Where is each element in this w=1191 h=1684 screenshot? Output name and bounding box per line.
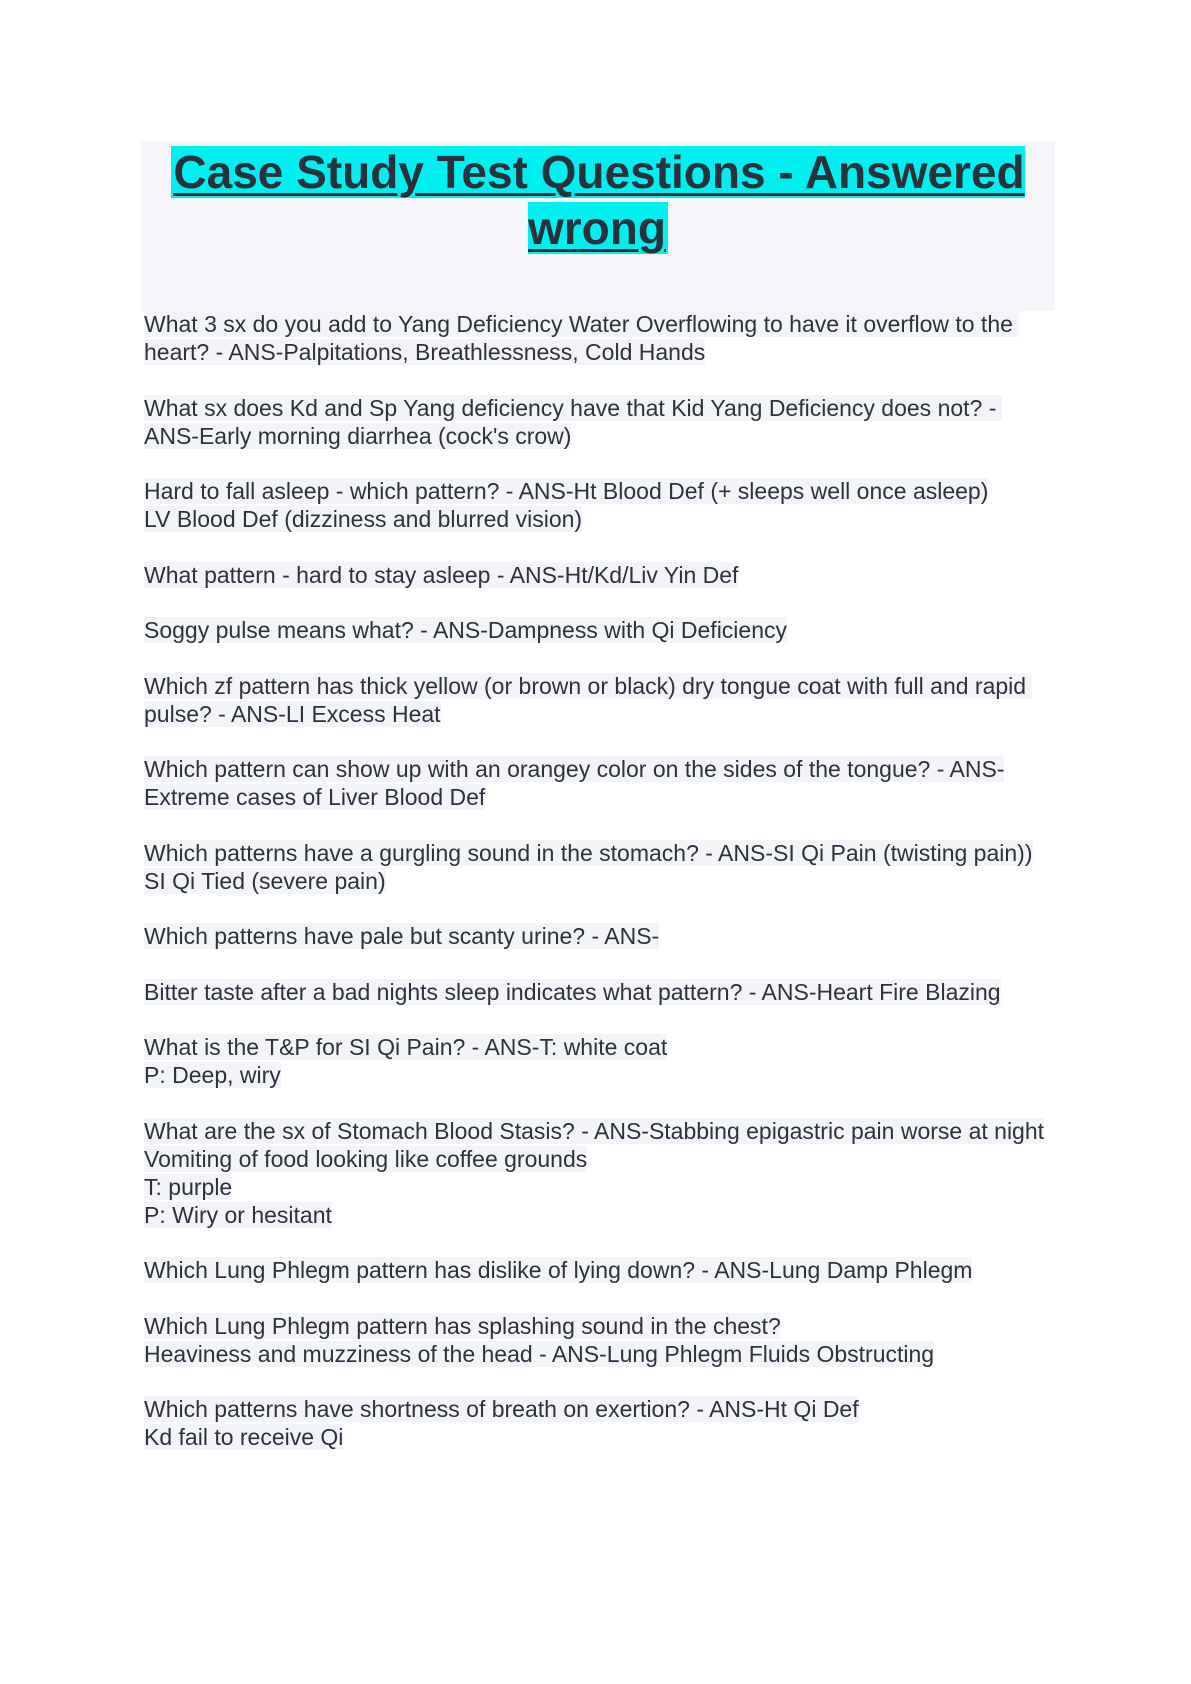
qa-item — [144, 616, 1056, 644]
qa-item — [144, 1395, 1056, 1451]
qa-item — [144, 978, 1056, 1006]
qa-item — [144, 1312, 1056, 1368]
qa-text: What sx does Kd and Sp Yang deficiency have that Kid Yang Deficiency does not? - ANS-Early morning diarrhea (cock's crow) — [144, 394, 1002, 449]
qa-text: What is the T&P for SI Qi Pain? - ANS-T: white coat P: Deep, wiry — [144, 1034, 668, 1088]
qa-item — [144, 1033, 1056, 1089]
qa-text: Which patterns have shortness of breath on exertion? - ANS-Ht Qi Def Kd fail to receive Qi — [144, 1396, 859, 1450]
qa-text: What 3 sx do you add to Yang Deficiency Water Overflowing to have it overflow to the heart? - ANS-Palpitations, Breathlessness, Cold Hands — [144, 311, 1020, 365]
qa-text: Which pattern can show up with an orangey color on the sides of the tongue? - ANS-Extreme cases of Liver Blood Def — [144, 756, 1005, 810]
qa-item — [144, 755, 1056, 811]
qa-text: Which patterns have a gurgling sound in the stomach? - ANS-SI Qi Pain (twisting pain)) SI Qi Tied (severe pain) — [144, 839, 1033, 894]
qa-text: Hard to fall asleep - which pattern? - ANS-Ht Blood Def (+ sleeps well once asleep) LV Blood Def (dizziness and blurred vision) — [144, 478, 989, 532]
qa-list — [144, 310, 1056, 1479]
qa-text: Which patterns have pale but scanty urine? - ANS- — [144, 923, 660, 949]
title-block — [141, 141, 1055, 311]
qa-text: What pattern - hard to stay asleep - ANS-Ht/Kd/Liv Yin Def — [144, 561, 739, 588]
qa-item — [144, 672, 1056, 728]
qa-text: Which Lung Phlegm pattern has dislike of lying down? - ANS-Lung Damp Phlegm — [144, 1257, 973, 1283]
qa-item — [144, 561, 1056, 589]
qa-item — [144, 394, 1056, 450]
qa-text: What are the sx of Stomach Blood Stasis? - ANS-Stabbing epigastric pain worse at night Vomiting of food looking like coffee grounds T: purple P: Wiry or hesitant — [144, 1117, 1045, 1228]
qa-text: Soggy pulse means what? - ANS-Dampness with Qi Deficiency — [144, 617, 788, 643]
qa-text: Which Lung Phlegm pattern has splashing sound in the chest? Heaviness and muzziness of the head - ANS-Lung Phlegm Fluids Obstructing — [144, 1312, 935, 1367]
qa-item — [144, 310, 1056, 366]
qa-item — [144, 477, 1056, 533]
qa-item — [144, 839, 1056, 895]
qa-item — [144, 1117, 1056, 1229]
qa-item — [144, 922, 1056, 950]
document-title: Case Study Test Questions - Answered wrong — [173, 146, 1025, 254]
qa-text: Which zf pattern has thick yellow (or brown or black) dry tongue coat with full and rapid pulse? - ANS-LI Excess Heat — [144, 672, 1033, 727]
qa-text: Bitter taste after a bad nights sleep indicates what pattern? - ANS-Heart Fire Blazing — [144, 978, 1001, 1005]
qa-item — [144, 1256, 1056, 1284]
